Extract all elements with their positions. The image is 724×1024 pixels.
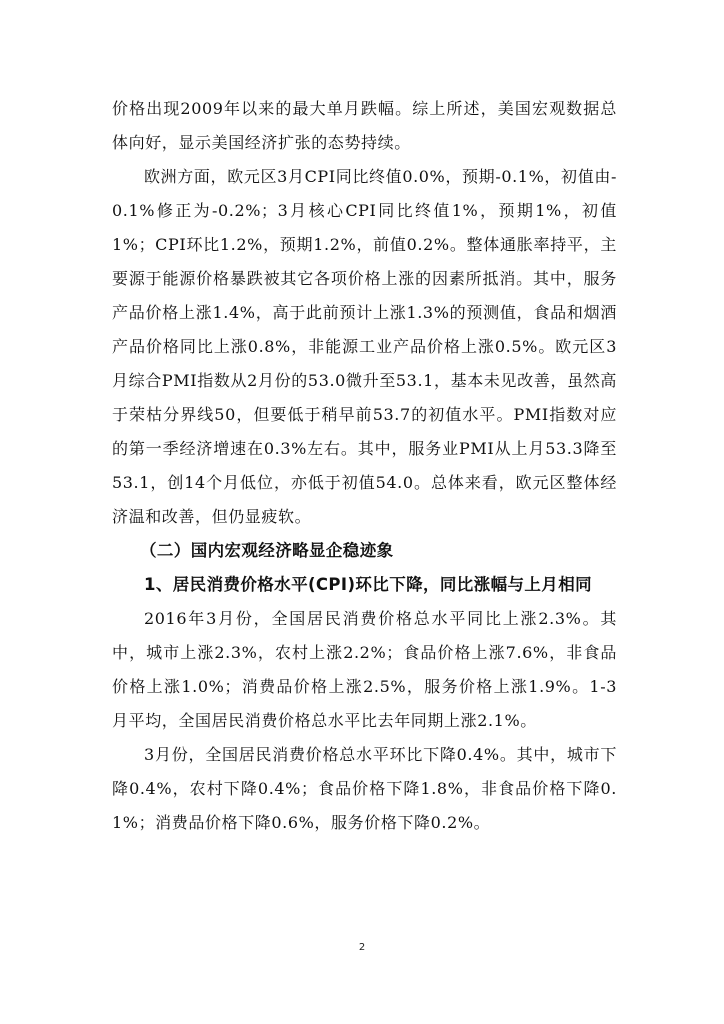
document-body	[112, 92, 617, 840]
paragraph-us-summary: 价格出现2009年以来的最大单月跌幅。综上所述，美国宏观数据总体向好，显示美国经济扩张的态势持续。	[112, 99, 617, 152]
page-number: 2	[358, 942, 366, 953]
section-heading-domestic-macro: （二）国内宏观经济略显企稳迹象	[140, 541, 394, 560]
paragraph-eurozone: 欧洲方面，欧元区3月CPI同比终值0.0%，预期-0.1%，初值由-0.1%修正为-0.2%；3月核心CPI同比终值1%，预期1%，初值1%；CPI环比1.2%，预期1.2%，前值0.2%。整体通胀率持平，主要源于能源价格暴跌被其它各项价格上涨的因素所抵消。其中，服务产品价格上涨1.4%，高于此前预计上涨1.3%的预测值，食品和烟酒产品价格同比上涨0.8%，非能源工业产品价格上涨0.5%。欧元区3月综合PMI指数从2月份的53.0微升至53.1，基本未见改善，虽然高于荣枯分界线50，但要低于稍早前53.7的初值水平。PMI指数对应的第一季经济增速在0.3%左右。其中，服务业PMI从上月53.3降至53.1，创14个月低位，亦低于初值54.0。总体来看，欧元区整体经济温和改善，但仍显疲软。	[112, 167, 617, 526]
paragraph-cpi-mom: 3月份，全国居民消费价格总水平环比下降0.4%。其中，城市下降0.4%，农村下降0.4%；食品价格下降1.8%，非食品价格下降0.1%；消费品价格下降0.6%，服务价格下降0.2%。	[112, 745, 617, 832]
subsection-heading-cpi: 1、居民消费价格水平(CPI)环比下降，同比涨幅与上月相同	[144, 575, 593, 594]
paragraph-cpi-yoy: 2016年3月份，全国居民消费价格总水平同比上涨2.3%。其中，城市上涨2.3%，农村上涨2.2%；食品价格上涨7.6%，非食品价格上涨1.0%；消费品价格上涨2.5%，服务价格上涨1.9%。1-3月平均，全国居民消费价格总水平比去年同期上涨2.1%。	[112, 609, 617, 730]
